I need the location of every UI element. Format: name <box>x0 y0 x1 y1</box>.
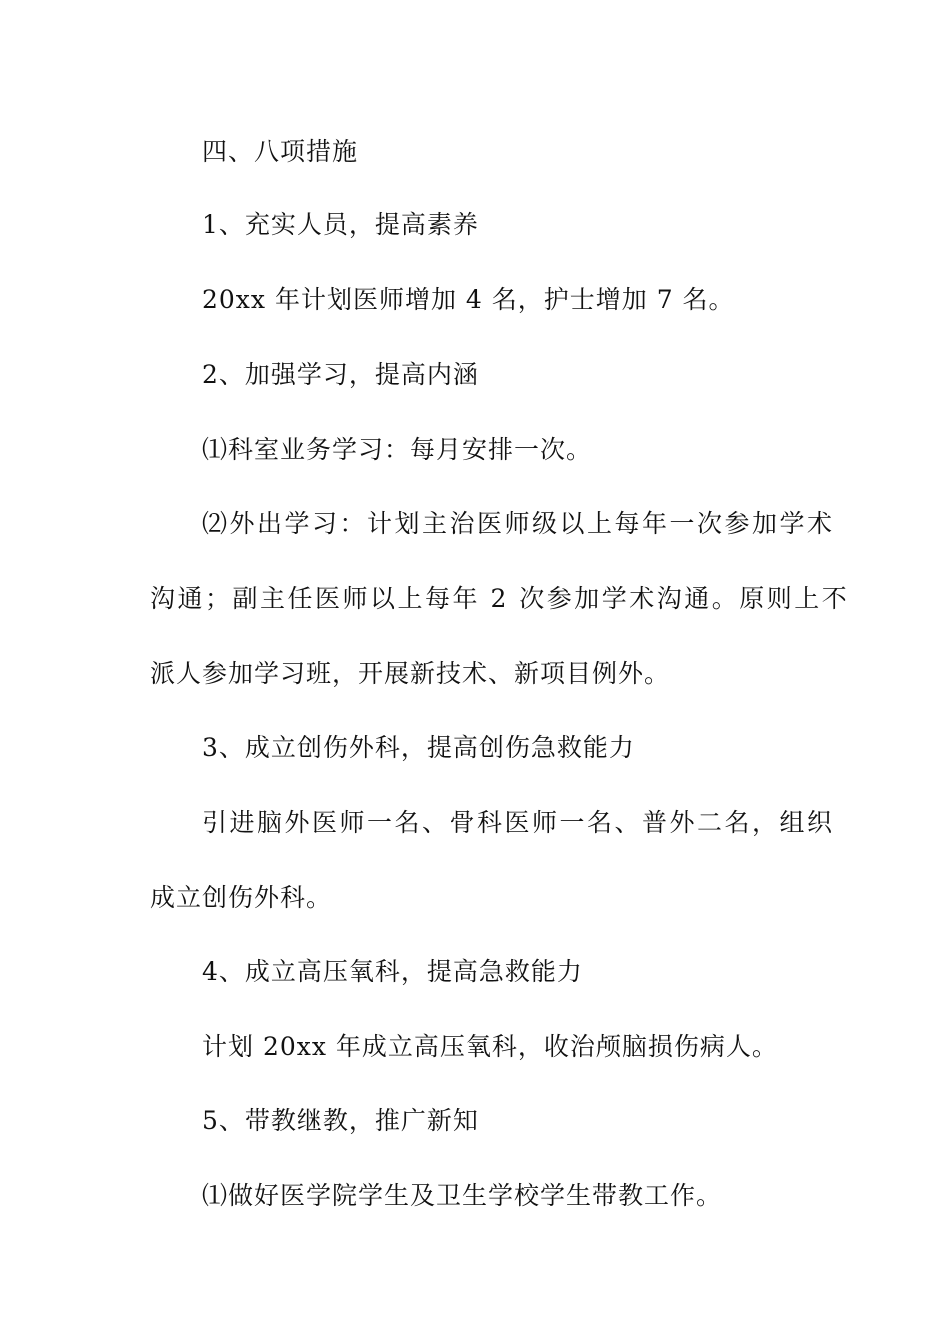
item-heading-4: 4、成立高压氧科，提高急救能力 <box>202 957 583 986</box>
paragraph-line: 20xx 年计划医师增加 4 名，护士增加 7 名。 <box>202 285 735 314</box>
paragraph-line: 引进脑外医师一名、骨科医师一名、普外二名，组织 <box>202 808 835 837</box>
item-heading-2: 2、加强学习，提高内涵 <box>202 360 479 389</box>
item-heading-1: 1、充实人员，提高素养 <box>202 210 479 239</box>
paragraph-line: 沟通；副主任医师以上每年 2 次参加学术沟通。原则上不 <box>150 584 850 613</box>
section-heading: 四、八项措施 <box>202 137 359 166</box>
item-heading-5: 5、带教继教，推广新知 <box>202 1106 479 1135</box>
paragraph-line: ⑴科室业务学习：每月安排一次。 <box>202 435 593 464</box>
item-heading-3: 3、成立创伤外科，提高创伤急救能力 <box>202 733 635 762</box>
paragraph-line: 派人参加学习班，开展新技术、新项目例外。 <box>150 659 671 688</box>
paragraph-line: ⑵外出学习：计划主治医师级以上每年一次参加学术 <box>202 509 835 538</box>
paragraph-line: 成立创伤外科。 <box>150 883 333 912</box>
paragraph-line: 计划 20xx 年成立高压氧科，收治颅脑损伤病人。 <box>202 1032 778 1061</box>
paragraph-line: ⑴做好医学院学生及卫生学校学生带教工作。 <box>202 1181 723 1210</box>
